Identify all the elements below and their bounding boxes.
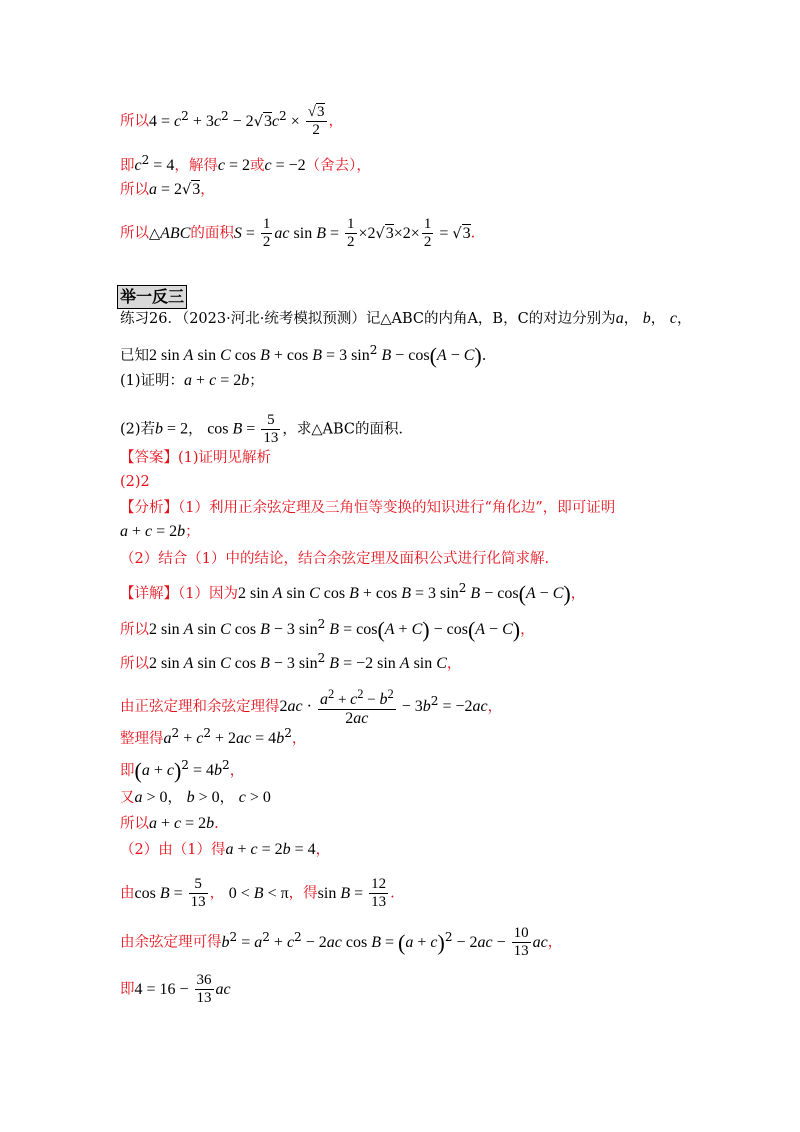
detail-line-2: 所以2 sin A sin C cos B − 3 $\sin^2 B = \cos(A + C) - \cos(A - C)$，	[120, 616, 535, 642]
analysis-line-1b: a + c = 2b；	[120, 523, 200, 540]
answer-line-2	[120, 472, 150, 492]
line-area-result: 所以△ABC的面积S = $\frac{1}{2}$ ac sin B = $\frac{1}{2}$ ×2√3×2× $\frac{1}{2}$ = √3.	[120, 216, 476, 250]
text-suffix: ，求△ABC的面积．	[282, 421, 413, 438]
text-prefix: 又	[120, 790, 135, 806]
detail-line-12: 即4 = 16 − $\frac{36}{13}$ ac	[120, 972, 231, 1006]
text-mid: ，得	[288, 885, 318, 902]
detail-line-7: 又a > 0， b > 0， c > 0	[120, 789, 271, 806]
text-note: （舍去），	[305, 157, 371, 174]
text-prefix: （2）由（1）得	[120, 842, 226, 858]
detail-line-5: 整理得$a^2 + c^2 + 2ac = 4b^2$，	[120, 726, 307, 747]
line-area-eq: 所以$4 = c^2 + 3c^2 - 2√3c^2$ × $\frac{√3}{2}$ ，	[120, 104, 343, 138]
detail-line-8: 所以a + c = 2b.	[120, 815, 219, 832]
detail-line-3: 所以2 sin A sin C cos B − 3 $\sin^2 B = -2$ sin A sin C，	[120, 651, 462, 672]
answer-line-1	[120, 448, 271, 468]
text-prefix: 由余弦定理可得	[120, 934, 222, 951]
analysis-text: （2）结合（1）中的结论，结合余弦定理及面积公式进行化简求解.	[120, 551, 550, 567]
text-prefix: 由正弦定理和余弦定理得	[120, 699, 280, 715]
analysis-line-1	[120, 498, 615, 518]
answer-label: 【答案】	[120, 450, 178, 466]
text-prefix: 所以	[120, 621, 149, 638]
text-prefix: 即	[120, 762, 135, 779]
text-prefix: 所以	[120, 816, 149, 832]
text-prefix: （1）因为	[178, 585, 238, 602]
text-mid: 的面积	[190, 225, 234, 242]
text-or: 或	[249, 157, 265, 174]
line-a-value: 所以a = 2√3，	[120, 181, 215, 198]
detail-line-6: 即$(a + c)^2 = 4b^2$，	[120, 757, 245, 783]
text-prefix: 所以	[120, 655, 149, 672]
text-prefix: 整理得	[120, 730, 164, 747]
detail-label: 【详解】	[120, 585, 178, 602]
text-prefix: 所以	[120, 182, 149, 198]
text-prefix: (2)若	[120, 421, 156, 438]
detail-line-1: 【详解】（1）因为2 sin A sin C cos B + cos B = 3 $\sin^2 B - \cos(A - C)$，	[120, 580, 586, 606]
question-2: (2)若b = 2， cos B = $\frac{5}{13}$ ，求△ABC的面积．	[120, 412, 413, 446]
line-c-solution: 即$c^2 = 4$，解得c = 2或c = −2（舍去），	[120, 153, 371, 174]
detail-line-4: 由正弦定理和余弦定理得2ac · $\frac{a^2 + c^2 - b^2}{2ac}$ − $3b^2 = -2ac$，	[120, 687, 503, 727]
text-prefix: 已知	[120, 347, 149, 364]
text-prefix: (1)证明：	[120, 373, 185, 389]
detail-line-9: （2）由（1）得a + c = 2b = 4，	[120, 841, 331, 858]
text-prefix: 由	[120, 885, 135, 902]
analysis-line-2	[120, 549, 549, 569]
answer-text: (1)证明见解析	[178, 450, 272, 466]
section-title: 举一反三	[117, 285, 187, 309]
analysis-label: 【分析】	[120, 500, 178, 516]
problem-given: 已知2 sin A sin C cos B + cos B = 3 $\sin^2 B - \cos(A - C)$.	[120, 342, 487, 368]
text-mid: ，解得	[174, 157, 218, 174]
problem-heading: 练习26．（2023·河北·统考模拟预测）记△ABC的内角A，B，C的对边分别为a， b， c，	[120, 310, 692, 327]
text-prefix: 所以	[120, 225, 149, 242]
problem-text: 练习26．（2023·河北·统考模拟预测）记△ABC的内角A，B，C的对边分别为	[120, 311, 616, 327]
text-prefix: 即	[120, 157, 135, 174]
answer-text: (2)2	[120, 474, 150, 490]
detail-line-10: 由cos B = $\frac{5}{13}$ ， 0 < B < π，得sin B = $\frac{12}{13}$ .	[120, 876, 395, 910]
text-prefix: 所以	[120, 113, 149, 130]
analysis-text: （1）利用正余弦定理及三角恒等变换的知识进行“角化边”，即可证明	[178, 500, 616, 516]
detail-line-11: 由余弦定理可得$b^2 = a^2 + c^2 - 2ac$ $\cos B = (a + c)^2 - 2ac$ − $\frac{10}{13}$ ac，	[120, 925, 563, 959]
question-1: (1)证明：a + c = 2b；	[120, 372, 264, 389]
text-prefix: 即	[120, 981, 135, 998]
